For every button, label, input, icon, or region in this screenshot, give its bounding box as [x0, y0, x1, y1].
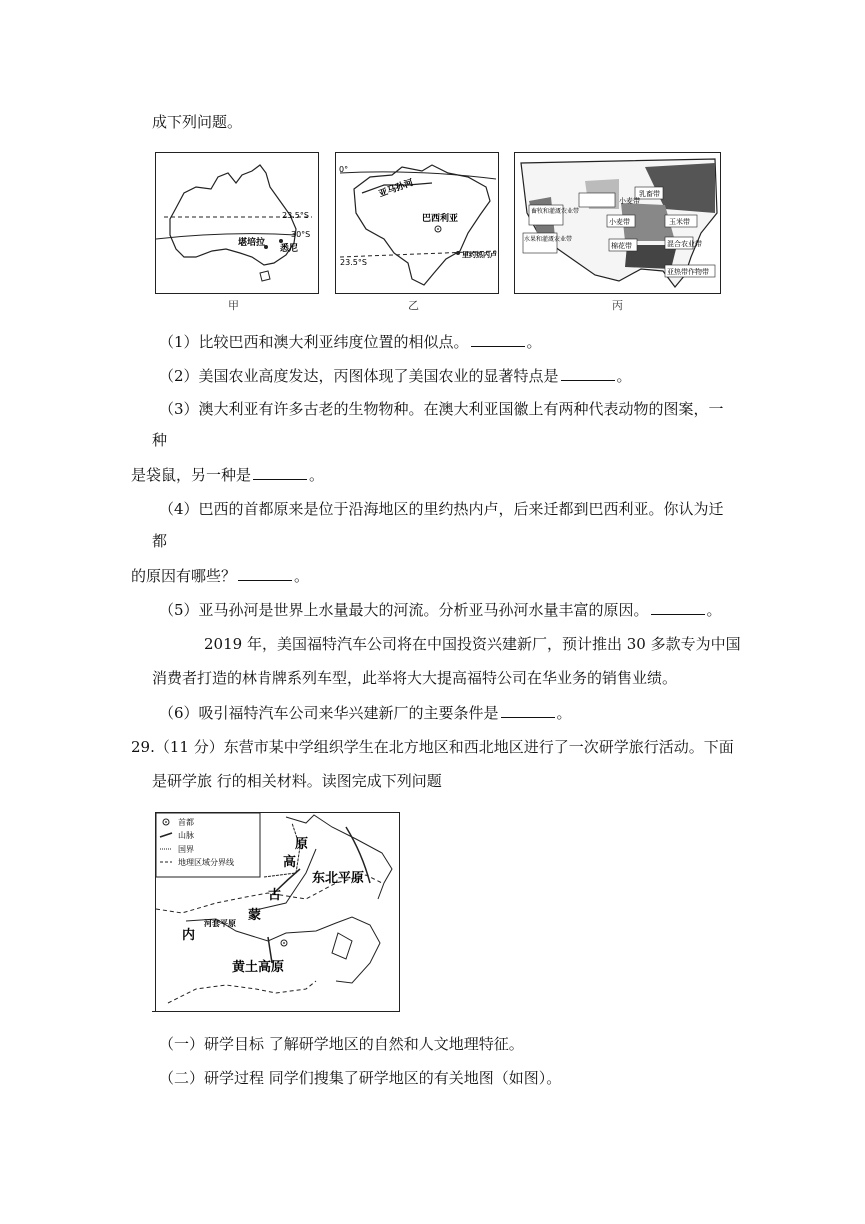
- capital-marker: [283, 942, 285, 944]
- brasilia-label: 巴西利亚: [422, 214, 459, 224]
- svg-text:原: 原: [295, 837, 309, 852]
- svg-text:高: 高: [283, 855, 297, 870]
- answer-blank-3[interactable]: [253, 465, 307, 480]
- hetao-plain-label: 河套平原: [204, 919, 236, 928]
- question-3-line-2: 种: [152, 431, 168, 449]
- svg-text:30°S: 30°S: [291, 230, 311, 239]
- rio-marker: [456, 251, 460, 255]
- question-1: （1）比较巴西和澳大利亚纬度位置的相似点。 。: [159, 333, 542, 351]
- svg-text:畜牧和灌溉农业带: 畜牧和灌溉农业带: [531, 208, 580, 215]
- svg-text:水果和灌溉农业带: 水果和灌溉农业带: [524, 236, 573, 243]
- rio-label: 里约热内卢: [462, 251, 497, 259]
- caption-bing: 丙: [612, 299, 623, 312]
- svg-text:蒙: 蒙: [248, 908, 262, 923]
- map-north-china: [155, 812, 400, 1012]
- sydney-label: 悉尼: [280, 244, 299, 254]
- map-usa-agriculture: [514, 152, 721, 294]
- answer-blank-6[interactable]: [501, 703, 555, 718]
- intro-text: 成下列问题。: [152, 113, 243, 131]
- legend-border: 国界: [178, 845, 194, 854]
- map-australia: [155, 152, 319, 294]
- sydney-marker: [279, 239, 283, 243]
- question-4-line-3: 的原因有哪些？ 。: [131, 567, 310, 585]
- svg-text:玉米带: 玉米带: [669, 218, 690, 226]
- question-3-line-1: （3）澳大利亚有许多古老的生物物种。在澳大利亚国徽上有两种代表动物的图案，一: [159, 400, 724, 418]
- question-29-line-2: 是研学旅 行的相关材料。读图完成下列问题: [152, 772, 442, 790]
- question-29-line-1: 29.（11 分）东营市某中学组织学生在北方地区和西北地区进行了一次研学旅行活动。下面: [131, 738, 734, 756]
- svg-text:23.5°S: 23.5°S: [340, 258, 367, 267]
- loess-plateau-label: 黄土高原: [232, 960, 285, 975]
- answer-blank-5[interactable]: [651, 600, 705, 615]
- answer-blank-1[interactable]: [471, 332, 525, 347]
- question-5: （5）亚马孙河是世界上水量最大的河流。分析亚马孙河水量丰富的原因。 。: [159, 601, 722, 619]
- answer-blank-4[interactable]: [238, 566, 292, 581]
- lat-23-5: 23.5°S: [282, 211, 309, 220]
- question-6: （6）吸引福特汽车公司来华兴建新厂的主要条件是 。: [159, 704, 572, 722]
- legend-region-boundary: 地理区域分界线: [178, 858, 234, 867]
- svg-text:小麦带: 小麦带: [609, 218, 630, 226]
- svg-text:古: 古: [268, 888, 282, 903]
- svg-text:棉花带: 棉花带: [611, 242, 632, 250]
- svg-text:乳畜带: 乳畜带: [639, 190, 660, 198]
- svg-text:亚热带作物带: 亚热带作物带: [667, 268, 709, 276]
- svg-text:内: 内: [182, 928, 196, 943]
- amazon-label: 亚马孙河: [377, 178, 415, 200]
- question-4-line-1: （4）巴西的首都原来是位于沿海地区的里约热内卢，后来迁都到巴西利亚。你认为迁: [159, 500, 724, 518]
- legend-capital: 首都: [178, 818, 194, 827]
- question-2: （2）美国农业高度发达，丙图体现了美国农业的显著特点是 。: [159, 367, 632, 385]
- section-process: （二）研学过程 同学们搜集了研学地区的有关地图（如图）。: [159, 1069, 562, 1087]
- svg-text:0°: 0°: [339, 165, 349, 174]
- map-brazil: [335, 152, 499, 294]
- svg-text:混合农业带: 混合农业带: [667, 240, 702, 248]
- northeast-plain-label: 东北平原: [312, 871, 365, 886]
- caption-yi: 乙: [408, 299, 419, 312]
- answer-blank-2[interactable]: [561, 366, 615, 381]
- ford-paragraph-line-2: 消费者打造的林肯牌系列车型，此举将大大提高福特公司在华业务的销售业绩。: [152, 669, 678, 687]
- section-objective: （一）研学目标 了解研学地区的自然和人文地理特征。: [159, 1035, 524, 1053]
- question-3-line-3: 是袋鼠，另一种是 。: [131, 466, 325, 484]
- legend-mountain: 山脉: [178, 831, 194, 840]
- caption-jia: 甲: [228, 299, 239, 312]
- scale-bar: [152, 1011, 236, 1012]
- ford-paragraph-line-1: 2019 年，美国福特汽车公司将在中国投资兴建新厂，预计推出 30 多款专为中国: [204, 635, 741, 653]
- canberra-label: 堪培拉: [238, 238, 266, 248]
- brasilia-marker: [437, 228, 439, 230]
- svg-text:小麦带: 小麦带: [619, 197, 640, 205]
- question-4-line-2: 都: [152, 532, 168, 550]
